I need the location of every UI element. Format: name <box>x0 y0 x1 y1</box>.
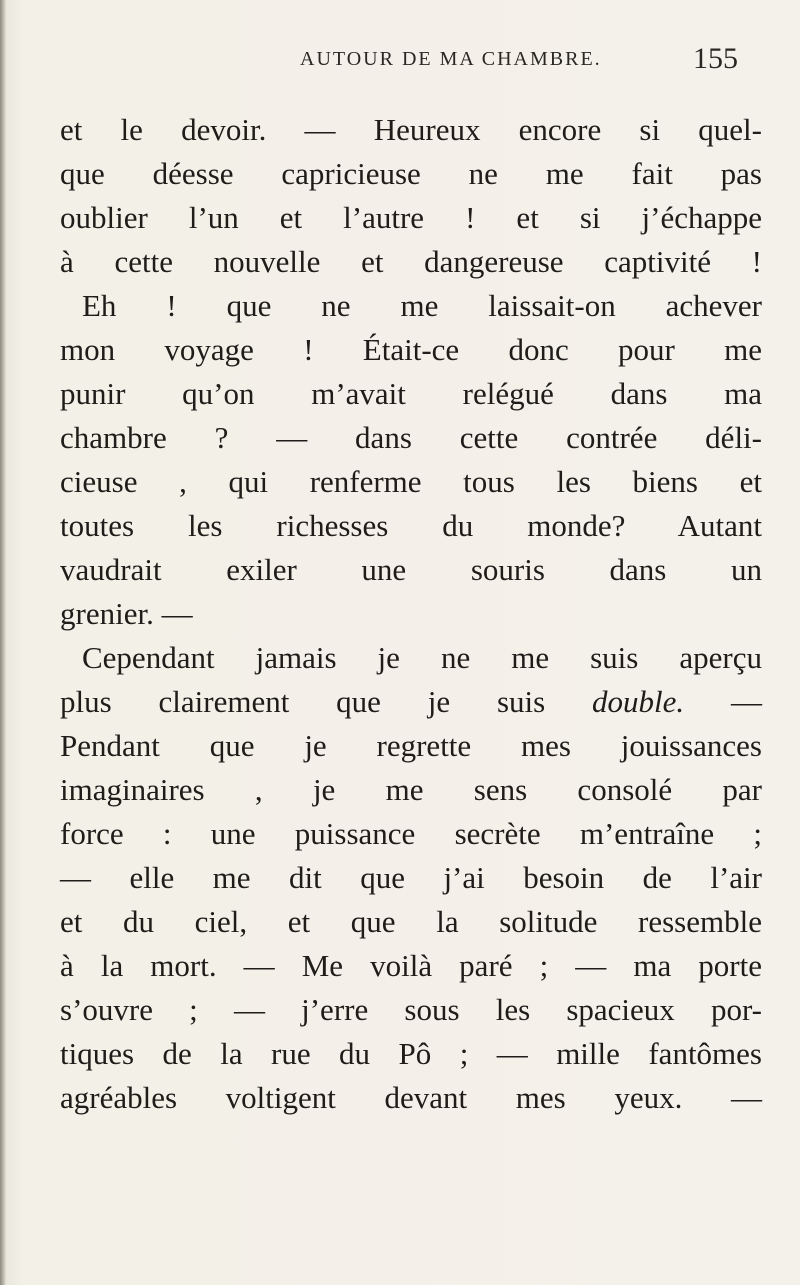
text-segment: plus clairement que je suis <box>60 684 593 719</box>
text-line: vaudrait exiler une souris dans un <box>60 552 762 587</box>
italic-word: double. <box>592 684 685 719</box>
text-line: toutes les richesses du monde? Autant <box>60 508 762 543</box>
text-line: à cette nouvelle et dangereuse captivité ! <box>60 244 762 279</box>
text-line: cieuse , qui renferme tous les biens et <box>60 464 762 499</box>
running-title: AUTOUR DE MA CHAMBRE. <box>300 48 602 70</box>
text-line: et le devoir. — Heureux encore si quel- <box>60 112 762 147</box>
text-line: — elle me dit que j’ai besoin de l’air <box>60 860 762 895</box>
page-number: 155 <box>693 42 738 75</box>
text-line: chambre ? — dans cette contrée déli- <box>60 420 762 455</box>
text-line: imaginaires , je me sens consolé par <box>60 772 762 807</box>
text-line: à la mort. — Me voilà paré ; — ma porte <box>60 948 762 983</box>
spine-shadow <box>0 0 6 1285</box>
text-segment: — <box>684 684 762 719</box>
text-line: que déesse capricieuse ne me fait pas <box>60 156 762 191</box>
text-line: grenier. — <box>60 596 193 631</box>
text-line: punir qu’on m’avait relégué dans ma <box>60 376 762 411</box>
text-line: et du ciel, et que la solitude ressemble <box>60 904 762 939</box>
text-line: agréables voltigent devant mes yeux. — <box>60 1080 762 1115</box>
text-line-with-italic <box>60 682 762 722</box>
text-line: oublier l’un et l’autre ! et si j’échappe <box>60 200 762 235</box>
text-line: mon voyage ! Était-ce donc pour me <box>60 332 762 367</box>
text-line: force : une puissance secrète m’entraîne ; <box>60 816 762 851</box>
text-line: s’ouvre ; — j’erre sous les spacieux por- <box>60 992 762 1027</box>
text-line: Cependant jamais je ne me suis aperçu <box>82 640 762 675</box>
text-line: Eh ! que ne me laissait-on achever <box>82 288 762 323</box>
text-line: Pendant que je regrette mes jouissances <box>60 728 762 763</box>
text-line: tiques de la rue du Pô ; — mille fantômes <box>60 1036 762 1071</box>
